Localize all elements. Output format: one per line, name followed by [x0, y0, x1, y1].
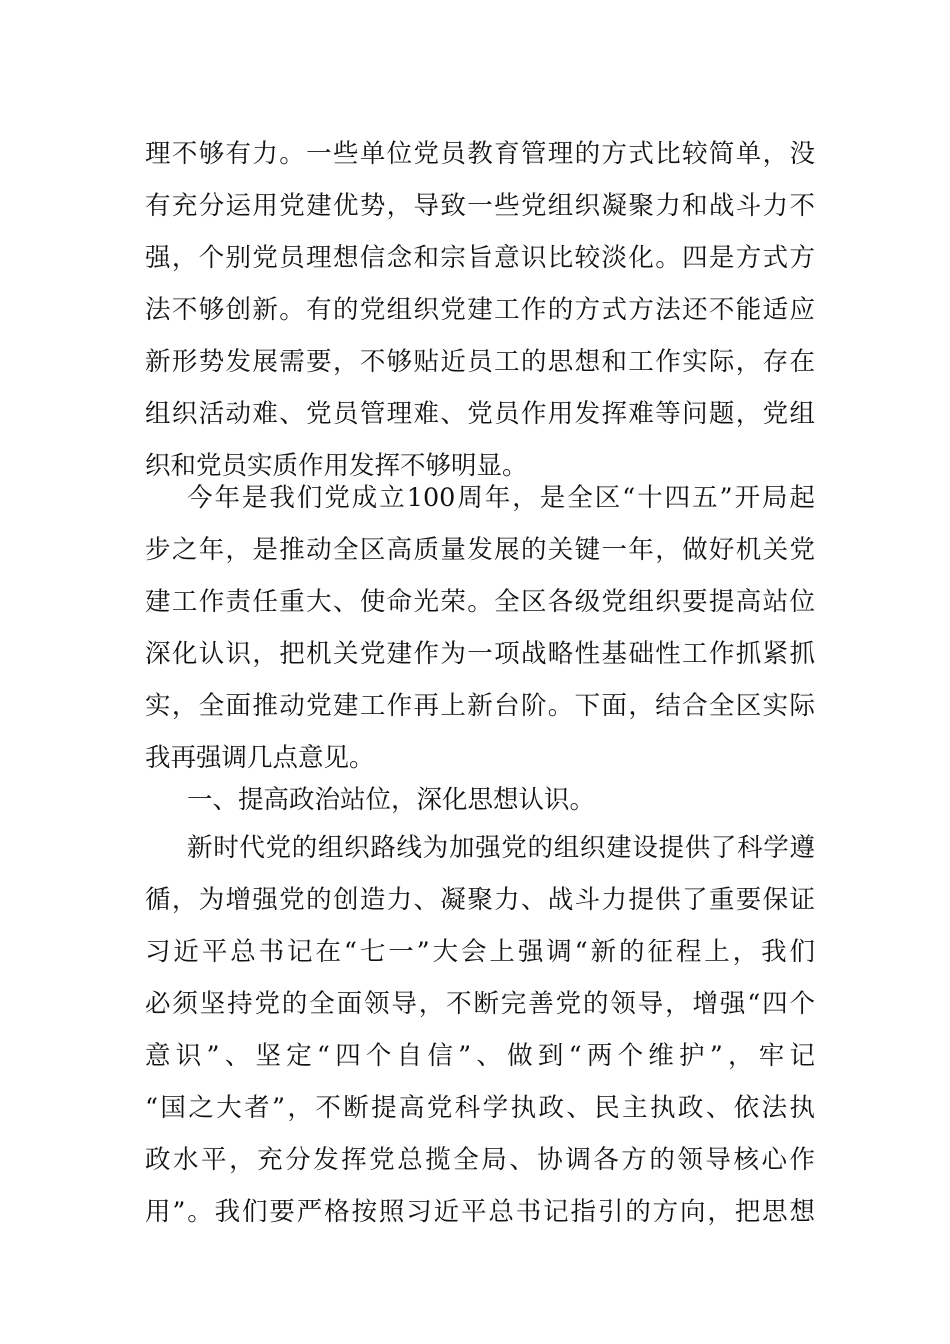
- text-line-16: 循，为增强党的创造力、凝聚力、战斗力提供了重要保证: [145, 885, 815, 915]
- text-line-11: 深化认识，把机关党建作为一项战略性基础性工作抓紧抓: [145, 639, 815, 669]
- text-line-22: 用”。我们要严格按照习近平总书记指引的方向，把思想: [145, 1197, 815, 1227]
- text-line-18: 必须坚持党的全面领导，不断完善党的领导，增强“四个: [145, 989, 815, 1019]
- text-line-7: 织和党员实质作用发挥不够明显。: [145, 451, 528, 481]
- text-line-12: 实，全面推动党建工作再上新台阶。下面，结合全区实际: [145, 691, 815, 721]
- section-heading: 一、提高政治站位，深化思想认识。: [187, 785, 596, 815]
- text-line-9: 步之年，是推动全区高质量发展的关键一年，做好机关党: [145, 535, 815, 565]
- text-line-15: 新时代党的组织路线为加强党的组织建设提供了科学遵: [187, 833, 815, 863]
- text-line-17: 习近平总书记在“七一”大会上强调“新的征程上，我们: [145, 937, 815, 967]
- text-line-3: 强，个别党员理想信念和宗旨意识比较淡化。四是方式方: [145, 243, 815, 273]
- text-line-21: 政水平，充分发挥党总揽全局、协调各方的领导核心作: [145, 1145, 815, 1175]
- text-line-19: 意识”、坚定“四个自信”、做到“两个维护”，牢记: [145, 1041, 815, 1071]
- text-line-2: 有充分运用党建优势，导致一些党组织凝聚力和战斗力不: [145, 191, 815, 221]
- text-line-13: 我再强调几点意见。: [145, 743, 375, 773]
- text-line-6: 组织活动难、党员管理难、党员作用发挥难等问题，党组: [145, 399, 815, 429]
- text-line-10: 建工作责任重大、使命光荣。全区各级党组织要提高站位: [145, 587, 815, 617]
- text-line-20: “国之大者”，不断提高党科学执政、民主执政、依法执: [145, 1093, 815, 1123]
- text-line-8: 今年是我们党成立100周年，是全区“十四五”开局起: [187, 483, 815, 513]
- text-line-5: 新形势发展需要，不够贴近员工的思想和工作实际，存在: [145, 347, 815, 377]
- text-line-1: 理不够有力。一些单位党员教育管理的方式比较简单，没: [145, 139, 815, 169]
- text-line-4: 法不够创新。有的党组织党建工作的方式方法还不能适应: [145, 295, 815, 325]
